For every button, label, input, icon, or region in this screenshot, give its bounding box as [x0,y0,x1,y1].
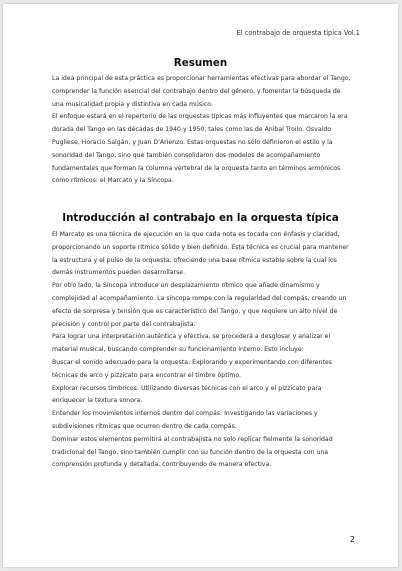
paragraph-line: Explorar recursos tímbricos: Utilizando diversas técnicas con el arco y el pizzicato para [52,384,322,392]
paragraph-line: una musicalidad propia y distintiva en cada músico. [52,100,213,108]
paragraph-line: fundamentales que forman la columna vertebral de la orquesta tanto en términos armónicos [52,164,341,172]
paragraph-line: material musical, buscando comprender su funcionamiento interno. Esto incluye: [52,346,304,354]
paragraph-line: demás instrumentos pueden desarrollarse. [52,269,186,277]
section-body-resumen [52,73,357,188]
paragraph-line: Buscar el sonido adecuado para la orquesta: Explorando y experimentando con diferentes [52,358,332,366]
paragraph-line: comprender la función esencial del contrabajo dentro del género, y fomentar la búsqueda de [52,87,341,95]
paragraph-line: Pugliese, Horacio Salgán, y Juan D'Arienzo. Estas orquestas no sólo definieron el estilo y la [52,138,333,146]
paragraph-line: la estructura y el pulso de la orquesta, ofreciendo una base rítmica estable sobre la cual los [52,256,337,264]
paragraph-line: técnicas de arco y pizzicato para encontrar el timbre óptimo. [52,371,242,379]
paragraph-line: efecto de sorpresa y tensión que es característico del Tango, y que requiere un alto nivel de [52,307,338,315]
document-page [3,4,398,567]
paragraph-line: El Marcato es una técnica de ejecución en la que cada nota es tocada con énfasis y claridad, [52,231,340,238]
paragraph-line: Por otro lado, la Síncopa introduce un desplazamiento rítmico que añade dinamismo y [52,282,320,290]
paragraph-line: enriquecer la textura sonora. [52,397,143,405]
paragraph-line: tradicional del Tango, sino también cumplir con su función dentro de la orquesta con una [52,448,329,456]
running-header: El contrabajo de orquesta típica Vol.1 [236,29,360,37]
section-body-introduccion [52,229,357,472]
paragraph-line: sonoridad del Tango, sino que también consolidaron dos modelos de acompañamiento [52,151,321,159]
paragraph-line: Dominar estos elementos permitirá al contrabajista no solo replicar fielmente la sonoridad [52,435,333,443]
section-title-introduccion: Introducción al contrabajo en la orquesta típica [62,212,339,224]
paragraph-line: Para lograr una interpretación auténtica y efectiva, se procederá a desglosar y analizar el [52,333,331,341]
paragraph-line: precisión y control por parte del contrabajista. [52,320,196,328]
paragraph-line: El enfoque estará en el repertorio de las orquestas típicas más influyentes que marcaron la era [52,113,348,121]
section-title-resumen: Resumen [173,57,228,69]
paragraph-line: comprensión profunda y detallada, contribuyendo de manera efectiva. [52,461,272,469]
paragraph-line: Entender los movimientos internos dentro del compás: Investigando las variaciones y [52,410,318,418]
paragraph-line: La idea principal de esta práctica es proporcionar herramientas efectivas para abordar el Tango, [52,75,351,82]
paragraph-line: complejidad al acompañamiento. La síncopa rompe con la regularidad del compás, creando un [52,294,347,302]
paragraph-line: como rítmicos: el Marcato y la Síncopa. [52,177,174,185]
paragraph-line: subdivisiones rítmicas que ocurren dentro de cada compás. [52,422,237,430]
paragraph-line: proporcionando un soporte rítmico sólido y bien definido. Esta técnica es crucial para mantener [52,243,349,251]
page-number: 2 [349,535,355,544]
paragraph-line: dorada del Tango en las décadas de 1940 y 1950, tales como las de Aníbal Troilo, Osvaldo [52,126,332,134]
